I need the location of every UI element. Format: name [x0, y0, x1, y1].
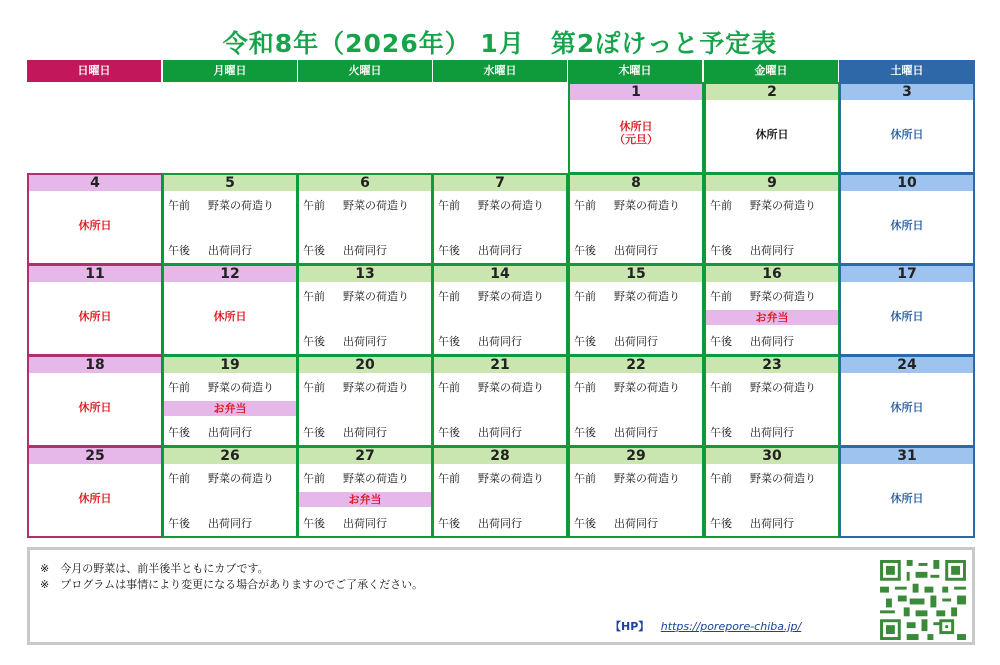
- day-cell-5: [162, 173, 298, 265]
- day-number: 8: [570, 175, 702, 191]
- pm-label: 午後: [574, 335, 596, 348]
- pm-task: 出荷同行: [478, 517, 522, 530]
- pm-task: 出荷同行: [750, 517, 794, 530]
- am-schedule: [168, 470, 274, 486]
- pm-schedule: [710, 424, 794, 440]
- am-schedule: [710, 288, 816, 304]
- pm-task: 出荷同行: [343, 426, 387, 439]
- weekday-header-fri: 金曜日: [704, 60, 838, 82]
- am-label: 午前: [574, 199, 596, 212]
- pm-schedule: [574, 242, 658, 258]
- pm-label: 午後: [710, 517, 732, 530]
- pm-task: 出荷同行: [343, 517, 387, 530]
- am-label: 午前: [574, 290, 596, 303]
- pm-schedule: [168, 424, 252, 440]
- day-cell-28: [432, 446, 568, 538]
- day-number: 25: [29, 448, 161, 464]
- pm-task: 出荷同行: [478, 426, 522, 439]
- closed-label: 休所日: [78, 401, 112, 414]
- day-cell-4: [27, 173, 163, 265]
- day-cell-3: [839, 82, 975, 174]
- day-number: 28: [434, 448, 566, 464]
- closed-label: [570, 120, 702, 146]
- day-number: 16: [706, 266, 838, 282]
- pm-label: 午後: [710, 244, 732, 257]
- bento-badge: お弁当: [164, 401, 296, 416]
- pm-label: 午後: [303, 335, 325, 348]
- closed-label: 休所日: [890, 219, 924, 232]
- pm-label: 午後: [574, 426, 596, 439]
- weekday-header-mon: 月曜日: [163, 60, 297, 82]
- day-number: 10: [841, 175, 973, 191]
- day-number: 7: [434, 175, 566, 191]
- am-label: 午前: [710, 199, 732, 212]
- closed-text: 休所日: [619, 120, 653, 133]
- am-task: 野菜の荷造り: [750, 381, 816, 394]
- pm-task: 出荷同行: [478, 244, 522, 257]
- pm-schedule: [574, 515, 658, 531]
- am-task: 野菜の荷造り: [750, 290, 816, 303]
- pm-schedule: [574, 424, 658, 440]
- day-number: 9: [706, 175, 838, 191]
- am-label: 午前: [303, 199, 325, 212]
- pm-task: 出荷同行: [614, 244, 658, 257]
- day-number: 11: [29, 266, 161, 282]
- day-cell-8: [568, 173, 704, 265]
- am-label: 午前: [303, 381, 325, 394]
- day-cell-24: [839, 355, 975, 447]
- day-cell-30: [704, 446, 840, 538]
- pm-schedule: [303, 424, 387, 440]
- day-number: 26: [164, 448, 296, 464]
- pm-label: 午後: [303, 426, 325, 439]
- day-number: 13: [299, 266, 431, 282]
- note-line-1: ※ 今月の野菜は、前半後半ともにカブです。: [40, 562, 269, 575]
- pm-label: 午後: [710, 335, 732, 348]
- note-line-2: ※ プログラムは事情により変更になる場合がありますのでご了承ください。: [40, 578, 424, 591]
- pm-schedule: [168, 242, 252, 258]
- pm-schedule: [710, 515, 794, 531]
- am-schedule: [574, 288, 680, 304]
- pm-task: 出荷同行: [614, 517, 658, 530]
- day-number: 23: [706, 357, 838, 373]
- day-number: 18: [29, 357, 161, 373]
- day-cell-19: [162, 355, 298, 447]
- pm-task: 出荷同行: [478, 335, 522, 348]
- am-label: 午前: [438, 472, 460, 485]
- am-schedule: [438, 197, 544, 213]
- pm-label: 午後: [438, 517, 460, 530]
- pm-label: 午後: [303, 244, 325, 257]
- am-task: 野菜の荷造り: [343, 381, 409, 394]
- am-task: 野菜の荷造り: [208, 472, 274, 485]
- homepage-label: 【HP】: [610, 620, 650, 633]
- day-number: 29: [570, 448, 702, 464]
- page-title: 令和8年（2026年） 1月 第2ぽけっと予定表: [222, 29, 778, 58]
- day-number: 24: [841, 357, 973, 373]
- am-task: 野菜の荷造り: [614, 472, 680, 485]
- am-label: 午前: [168, 199, 190, 212]
- am-task: 野菜の荷造り: [614, 290, 680, 303]
- day-number: 30: [706, 448, 838, 464]
- am-schedule: [303, 379, 409, 395]
- pm-label: 午後: [574, 244, 596, 257]
- am-schedule: [438, 379, 544, 395]
- am-task: 野菜の荷造り: [208, 199, 274, 212]
- closed-label: 休所日: [890, 310, 924, 323]
- day-cell-23: [704, 355, 840, 447]
- pm-schedule: [303, 242, 387, 258]
- day-cell-11: [27, 264, 163, 356]
- am-task: 野菜の荷造り: [614, 381, 680, 394]
- day-number: 20: [299, 357, 431, 373]
- day-number: 3: [841, 84, 973, 100]
- pm-label: 午後: [574, 517, 596, 530]
- am-schedule: [168, 197, 274, 213]
- am-label: 午前: [168, 472, 190, 485]
- pm-schedule: [303, 515, 387, 531]
- day-number: 12: [164, 266, 296, 282]
- am-label: 午前: [168, 381, 190, 394]
- day-number: 31: [841, 448, 973, 464]
- day-cell-16: [704, 264, 840, 356]
- weekday-header-tue: 火曜日: [298, 60, 432, 82]
- closed-label: 休所日: [890, 492, 924, 505]
- am-label: 午前: [710, 472, 732, 485]
- am-schedule: [710, 197, 816, 213]
- bento-badge: お弁当: [706, 310, 838, 325]
- pm-label: 午後: [438, 426, 460, 439]
- am-label: 午前: [710, 381, 732, 394]
- am-task: 野菜の荷造り: [614, 199, 680, 212]
- pm-task: 出荷同行: [614, 426, 658, 439]
- am-schedule: [303, 288, 409, 304]
- closed-label: 休所日: [890, 128, 924, 141]
- am-schedule: [574, 379, 680, 395]
- qr-code-icon[interactable]: [880, 560, 966, 640]
- pm-task: 出荷同行: [208, 517, 252, 530]
- day-cell-2: [704, 82, 840, 174]
- am-label: 午前: [438, 199, 460, 212]
- pm-task: 出荷同行: [208, 244, 252, 257]
- closed-label: 休所日: [78, 492, 112, 505]
- day-cell-9: [704, 173, 840, 265]
- pm-task: 出荷同行: [750, 335, 794, 348]
- notes-box: [27, 547, 975, 645]
- closed-label: 休所日: [213, 310, 247, 323]
- day-cell-27: [297, 446, 433, 538]
- day-number: 1: [570, 84, 702, 100]
- day-cell-20: [297, 355, 433, 447]
- closed-label: 休所日: [890, 401, 924, 414]
- homepage-link[interactable]: [610, 618, 801, 634]
- day-number: 17: [841, 266, 973, 282]
- day-cell-18: [27, 355, 163, 447]
- pm-schedule: [168, 515, 252, 531]
- weekday-header-wed: 水曜日: [433, 60, 567, 82]
- pm-schedule: [574, 333, 658, 349]
- weekday-header-sun: 日曜日: [27, 60, 161, 82]
- pm-task: 出荷同行: [750, 244, 794, 257]
- pm-schedule: [438, 424, 522, 440]
- bento-badge: お弁当: [299, 492, 431, 507]
- homepage-url[interactable]: https://porepore-chiba.jp/: [660, 620, 802, 633]
- am-task: 野菜の荷造り: [750, 199, 816, 212]
- day-number: 14: [434, 266, 566, 282]
- am-label: 午前: [438, 290, 460, 303]
- am-schedule: [168, 379, 274, 395]
- day-cell-13: [297, 264, 433, 356]
- am-label: 午前: [303, 472, 325, 485]
- am-schedule: [303, 470, 409, 486]
- pm-task: 出荷同行: [343, 335, 387, 348]
- pm-task: 出荷同行: [750, 426, 794, 439]
- am-task: 野菜の荷造り: [750, 472, 816, 485]
- day-cell-21: [432, 355, 568, 447]
- day-number: 22: [570, 357, 702, 373]
- am-task: 野菜の荷造り: [478, 199, 544, 212]
- pm-label: 午後: [303, 517, 325, 530]
- am-schedule: [574, 197, 680, 213]
- pm-schedule: [438, 242, 522, 258]
- pm-label: 午後: [168, 244, 190, 257]
- am-task: 野菜の荷造り: [343, 290, 409, 303]
- am-schedule: [574, 470, 680, 486]
- pm-schedule: [438, 515, 522, 531]
- pm-task: 出荷同行: [614, 335, 658, 348]
- am-task: 野菜の荷造り: [343, 472, 409, 485]
- am-schedule: [438, 288, 544, 304]
- day-cell-14: [432, 264, 568, 356]
- day-cell-22: [568, 355, 704, 447]
- weekday-header-sat: 土曜日: [839, 60, 975, 82]
- am-task: 野菜の荷造り: [343, 199, 409, 212]
- pm-schedule: [438, 333, 522, 349]
- day-number: 6: [299, 175, 431, 191]
- day-number: 2: [706, 84, 838, 100]
- pm-schedule: [710, 242, 794, 258]
- pm-task: 出荷同行: [343, 244, 387, 257]
- am-schedule: [303, 197, 409, 213]
- day-number: 19: [164, 357, 296, 373]
- am-task: 野菜の荷造り: [208, 381, 274, 394]
- am-label: 午前: [574, 381, 596, 394]
- day-cell-12: [162, 264, 298, 356]
- closed-label: 休所日: [755, 128, 789, 141]
- pm-label: 午後: [168, 517, 190, 530]
- pm-task: 出荷同行: [208, 426, 252, 439]
- day-cell-17: [839, 264, 975, 356]
- day-cell-10: [839, 173, 975, 265]
- day-cell-25: [27, 446, 163, 538]
- pm-label: 午後: [438, 335, 460, 348]
- am-label: 午前: [438, 381, 460, 394]
- am-schedule: [710, 470, 816, 486]
- day-cell-7: [432, 173, 568, 265]
- pm-schedule: [303, 333, 387, 349]
- am-task: 野菜の荷造り: [478, 472, 544, 485]
- closed-label: 休所日: [78, 310, 112, 323]
- day-cell-29: [568, 446, 704, 538]
- day-cell-26: [162, 446, 298, 538]
- pm-label: 午後: [710, 426, 732, 439]
- am-schedule: [438, 470, 544, 486]
- pm-schedule: [710, 333, 794, 349]
- day-number: 5: [164, 175, 296, 191]
- am-schedule: [710, 379, 816, 395]
- closed-label: 休所日: [78, 219, 112, 232]
- day-number: 4: [29, 175, 161, 191]
- am-task: 野菜の荷造り: [478, 381, 544, 394]
- day-cell-1: [568, 82, 704, 174]
- day-number: 27: [299, 448, 431, 464]
- pm-label: 午後: [438, 244, 460, 257]
- am-label: 午前: [303, 290, 325, 303]
- day-number: 21: [434, 357, 566, 373]
- pm-label: 午後: [168, 426, 190, 439]
- am-task: 野菜の荷造り: [478, 290, 544, 303]
- day-cell-15: [568, 264, 704, 356]
- holiday-note: （元旦）: [614, 133, 658, 146]
- day-cell-6: [297, 173, 433, 265]
- am-label: 午前: [574, 472, 596, 485]
- am-label: 午前: [710, 290, 732, 303]
- weekday-header-thu: 木曜日: [568, 60, 702, 82]
- day-cell-31: [839, 446, 975, 538]
- day-number: 15: [570, 266, 702, 282]
